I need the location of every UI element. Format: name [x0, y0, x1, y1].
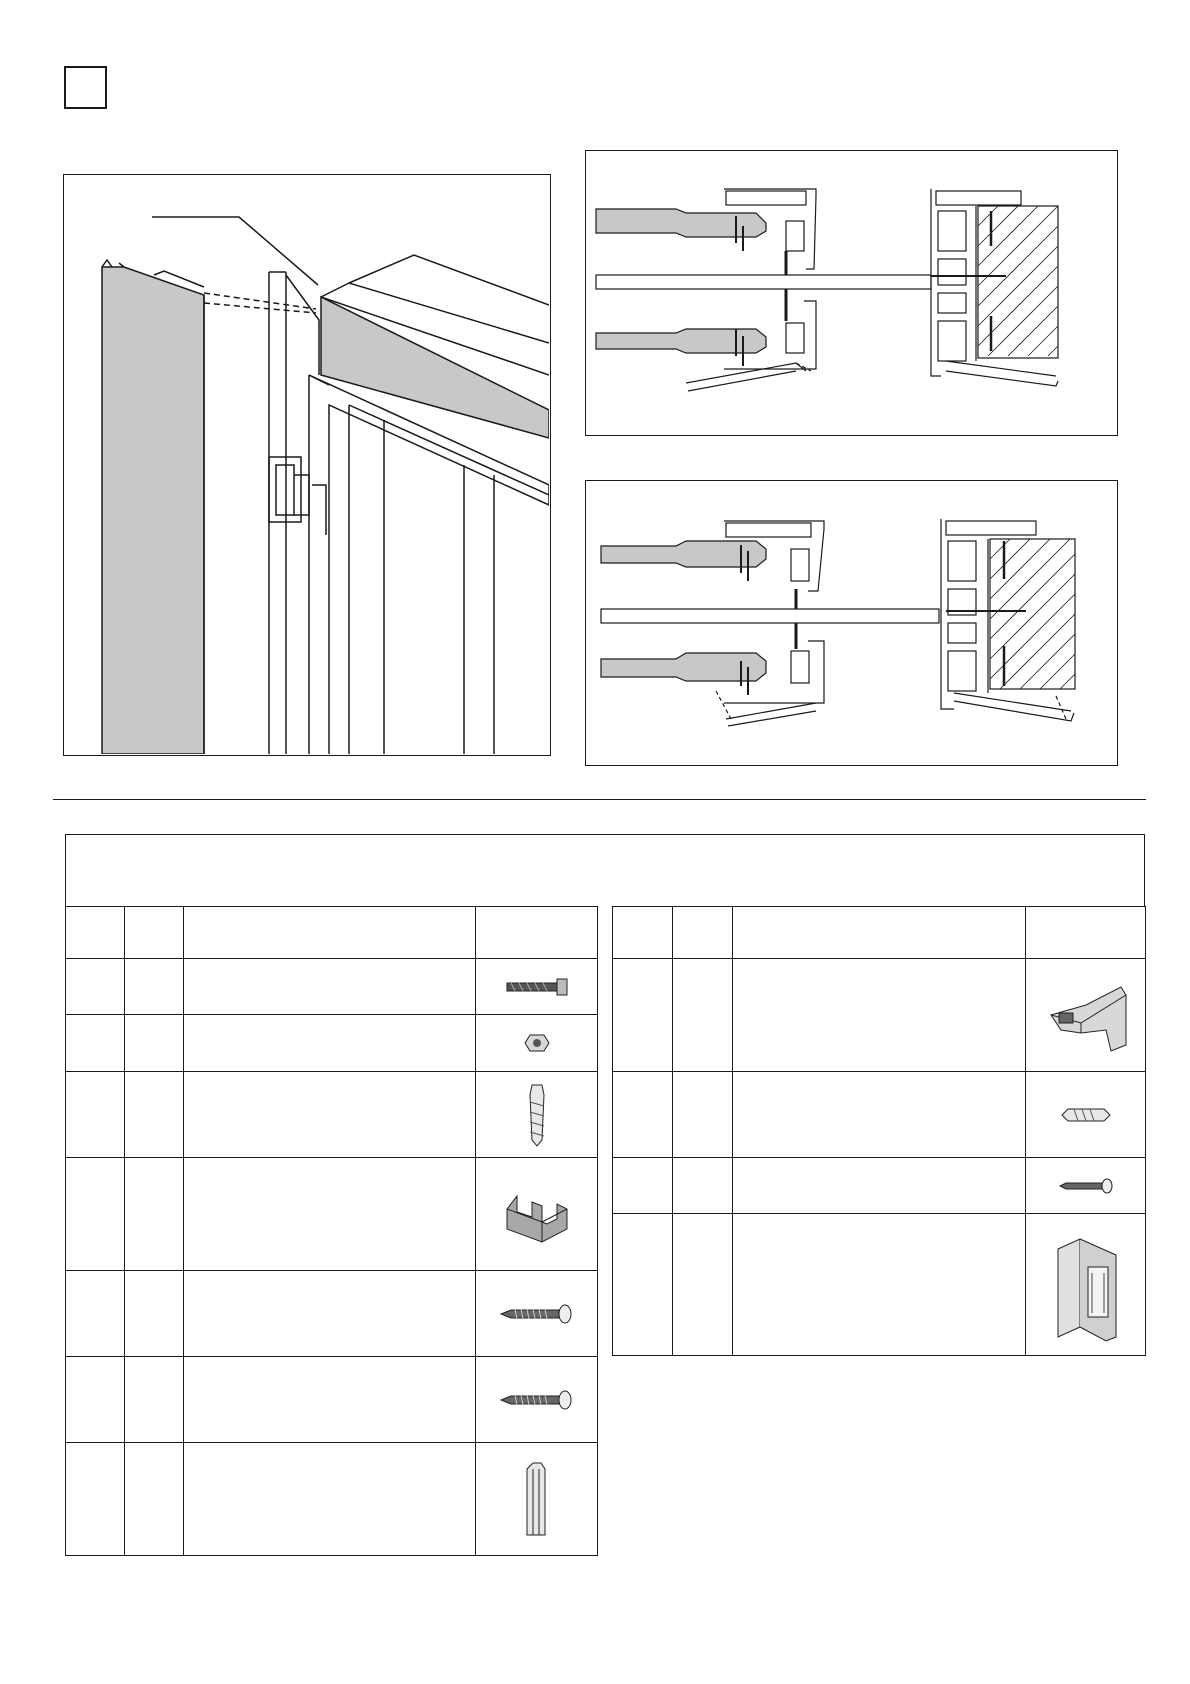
image-cell	[476, 1443, 598, 1556]
section-detail-bottom	[585, 480, 1118, 766]
image-cell	[1026, 959, 1146, 1072]
qty-cell	[66, 1443, 125, 1556]
table-row	[66, 1158, 598, 1271]
image-cell	[476, 1271, 598, 1357]
image-cell	[476, 959, 598, 1015]
perspective-illustration-panel	[63, 174, 551, 756]
long-screw-icon	[497, 1388, 577, 1412]
small-wall-plug-icon	[1056, 1102, 1116, 1128]
parts-list-header	[65, 834, 1145, 907]
qty-cell	[613, 1158, 673, 1214]
description-cell	[184, 1357, 476, 1443]
qty-cell	[66, 1357, 125, 1443]
description-cell	[184, 1072, 476, 1158]
image-cell	[476, 1015, 598, 1072]
qty-cell	[613, 959, 673, 1072]
parts-table-left	[65, 906, 598, 1556]
frame-section-detail-icon	[586, 151, 1116, 434]
header-cell	[125, 907, 184, 959]
table-row	[66, 1443, 598, 1556]
wall-plug-icon	[522, 1080, 552, 1150]
code-cell	[125, 1015, 184, 1072]
description-cell	[184, 1443, 476, 1556]
long-screw-icon	[497, 1302, 577, 1326]
description-cell	[733, 959, 1026, 1072]
table-row	[613, 959, 1146, 1072]
image-cell	[476, 1072, 598, 1158]
description-cell	[184, 959, 476, 1015]
image-cell	[1026, 1214, 1146, 1356]
code-cell	[125, 1443, 184, 1556]
small-screw-icon	[1056, 1177, 1116, 1195]
step-number-box	[64, 66, 107, 109]
image-cell	[1026, 1072, 1146, 1158]
bracket-icon	[1041, 975, 1131, 1055]
table-row	[613, 1158, 1146, 1214]
image-cell	[1026, 1158, 1146, 1214]
table-header-row	[613, 907, 1146, 959]
table-row	[613, 1072, 1146, 1158]
header-cell	[733, 907, 1026, 959]
qty-cell	[66, 1015, 125, 1072]
description-cell	[733, 1214, 1026, 1356]
qty-cell	[613, 1072, 673, 1158]
code-cell	[673, 959, 733, 1072]
table-row	[66, 1072, 598, 1158]
table-row	[66, 1015, 598, 1072]
frame-section-detail-icon	[586, 481, 1116, 764]
header-cell	[1026, 907, 1146, 959]
code-cell	[125, 1158, 184, 1271]
code-cell	[125, 1072, 184, 1158]
code-cell	[673, 1158, 733, 1214]
table-row	[66, 1357, 598, 1443]
nut-icon	[522, 1031, 552, 1055]
qty-cell	[66, 1158, 125, 1271]
header-cell	[66, 907, 125, 959]
clip-holder-icon	[1046, 1227, 1126, 1342]
description-cell	[184, 1158, 476, 1271]
description-cell	[733, 1072, 1026, 1158]
table-row	[66, 1271, 598, 1357]
parts-table-right	[612, 906, 1146, 1356]
bolt-icon	[497, 972, 577, 1002]
frame-cover-perspective-icon	[64, 175, 549, 754]
qty-cell	[613, 1214, 673, 1356]
section-detail-top	[585, 150, 1118, 436]
image-cell	[476, 1357, 598, 1443]
qty-cell	[66, 959, 125, 1015]
header-cell	[184, 907, 476, 959]
image-cell	[476, 1158, 598, 1271]
table-row	[613, 1214, 1146, 1356]
code-cell	[125, 959, 184, 1015]
qty-cell	[66, 1072, 125, 1158]
code-cell	[125, 1271, 184, 1357]
description-cell	[733, 1158, 1026, 1214]
section-divider	[53, 799, 1146, 800]
profile-strip-icon	[517, 1459, 557, 1539]
description-cell	[184, 1015, 476, 1072]
code-cell	[125, 1357, 184, 1443]
table-header-row	[66, 907, 598, 959]
u-channel-block-icon	[502, 1184, 572, 1244]
header-cell	[476, 907, 598, 959]
code-cell	[673, 1214, 733, 1356]
table-row	[66, 959, 598, 1015]
code-cell	[673, 1072, 733, 1158]
description-cell	[184, 1271, 476, 1357]
header-cell	[673, 907, 733, 959]
header-cell	[613, 907, 673, 959]
qty-cell	[66, 1271, 125, 1357]
